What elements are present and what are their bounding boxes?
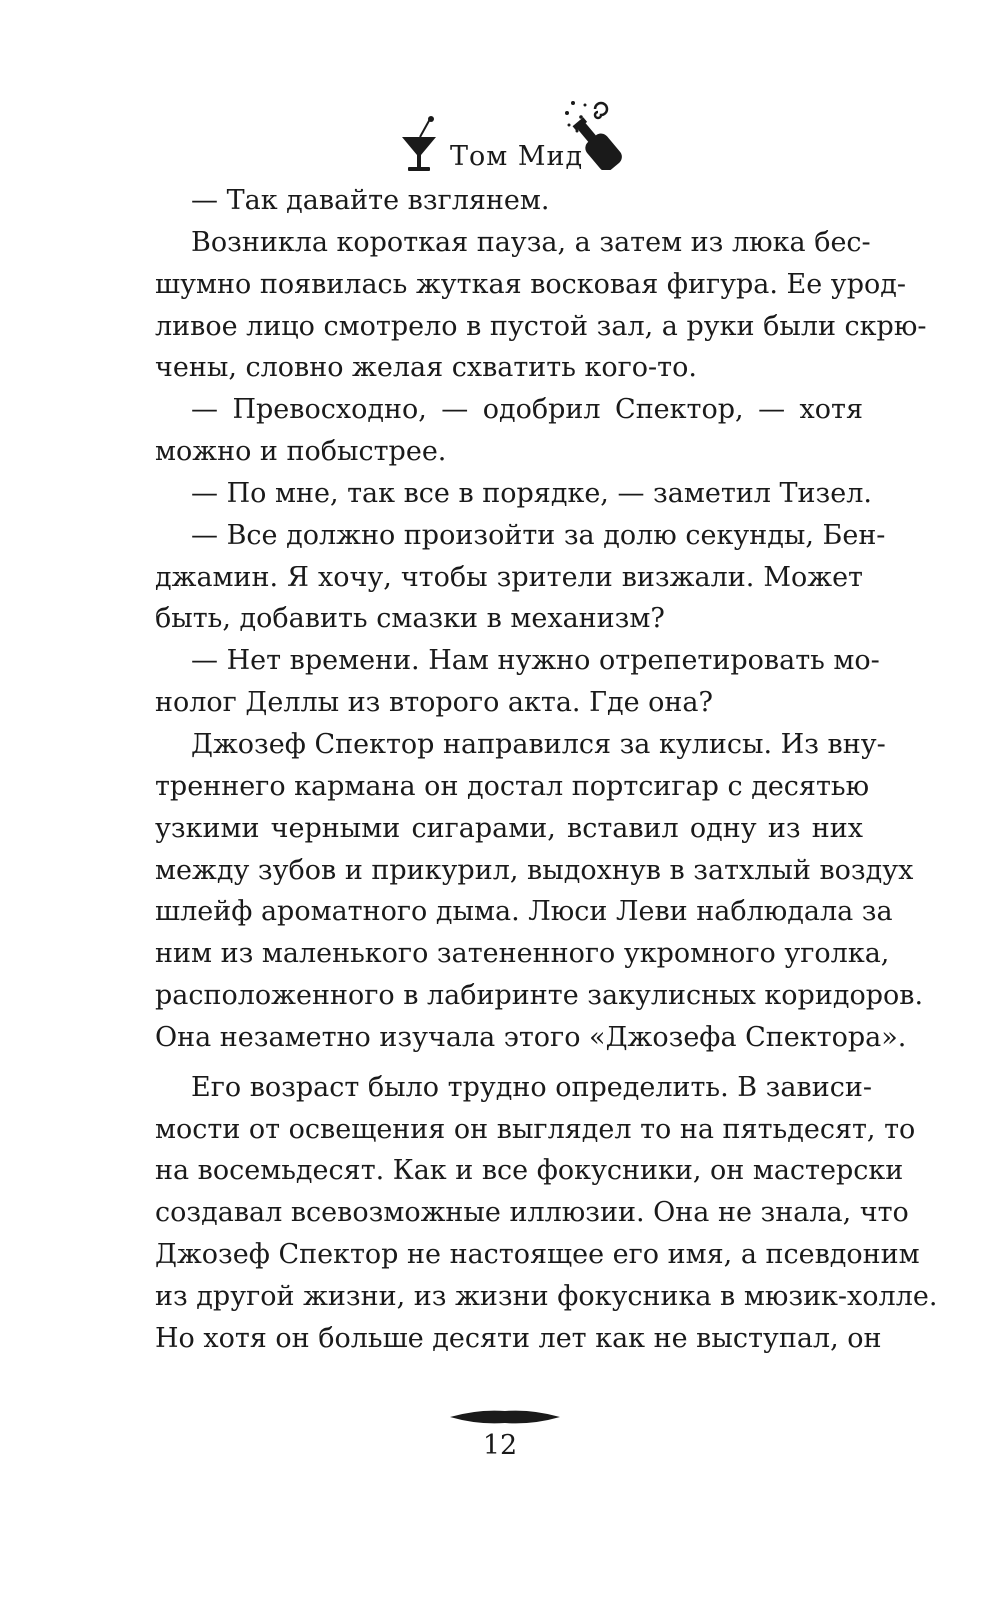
body-line: на восемьдесят. Как и все фокусники, он мастерски: [155, 1155, 904, 1187]
book-author: Том Мид: [450, 141, 584, 172]
body-line: Возникла короткая пауза, а затем из люка бес-: [191, 226, 871, 258]
body-line: — Так давайте взглянем.: [191, 185, 550, 216]
body-line: быть, добавить смазки в механизм?: [155, 603, 665, 635]
body-line: можно и побыстрее.: [155, 436, 447, 468]
body-line: — По мне, так все в порядке, — заметил Тизел.: [191, 477, 872, 509]
body-line: ливое лицо смотрело в пустой зал, а руки были скрю-: [155, 310, 927, 342]
body-line: Она незаметно изучала этого «Джозефа Спектора».: [155, 1021, 907, 1053]
body-line: джамин. Я хочу, чтобы зрители визжали. Может: [155, 561, 863, 593]
body-line: узкими черными сигарами, вставил одну из них: [155, 812, 863, 844]
body-line: — Все должно произойти за долю секунды, Бен-: [191, 519, 886, 551]
body-line: чены, словно желая схватить кого-то.: [155, 352, 697, 384]
body-line: шлейф ароматного дыма. Люси Леви наблюдала за: [155, 896, 893, 928]
body-line: — Нет времени. Нам нужно отрепетировать мо-: [191, 645, 880, 677]
body-line: мости от освещения он выглядел то на пятьдесят, то: [155, 1113, 916, 1145]
cocktail-glass-icon: [400, 115, 440, 175]
champagne-bottle-icon: [555, 95, 635, 170]
body-line: Но хотя он больше десяти лет как не выступал, он: [155, 1322, 882, 1354]
body-line: расположенного в лабиринте закулисных коридоров.: [155, 980, 924, 1012]
body-text: [155, 180, 938, 1360]
body-line: из другой жизни, из жизни фокусника в мюзик-холле.: [155, 1280, 938, 1312]
body-line: Джозеф Спектор не настоящее его имя, а псевдоним: [155, 1239, 920, 1271]
body-line: ним из маленького затененного укромного уголка,: [155, 938, 890, 970]
body-line: шумно появилась жуткая восковая фигура. Ее урод-: [155, 268, 906, 300]
running-header: [0, 95, 1000, 175]
body-line: Джозеф Спектор направился за кулисы. Из вну-: [191, 728, 886, 760]
ornament-icon: [450, 1409, 560, 1425]
body-line: нолог Деллы из второго акта. Где она?: [155, 687, 713, 719]
body-line: между зубов и прикурил, выдохнув в затхлый воздух: [155, 854, 914, 886]
body-line: — Превосходно, — одобрил Спектор, — хотя: [191, 394, 863, 426]
body-line: Его возраст было трудно определить. В зависи-: [191, 1071, 872, 1103]
body-line: создавал всевозможные иллюзии. Она не знала, что: [155, 1197, 909, 1229]
body-line: треннего кармана он достал портсигар с десятью: [155, 770, 870, 802]
page-number: 12: [482, 1430, 518, 1461]
